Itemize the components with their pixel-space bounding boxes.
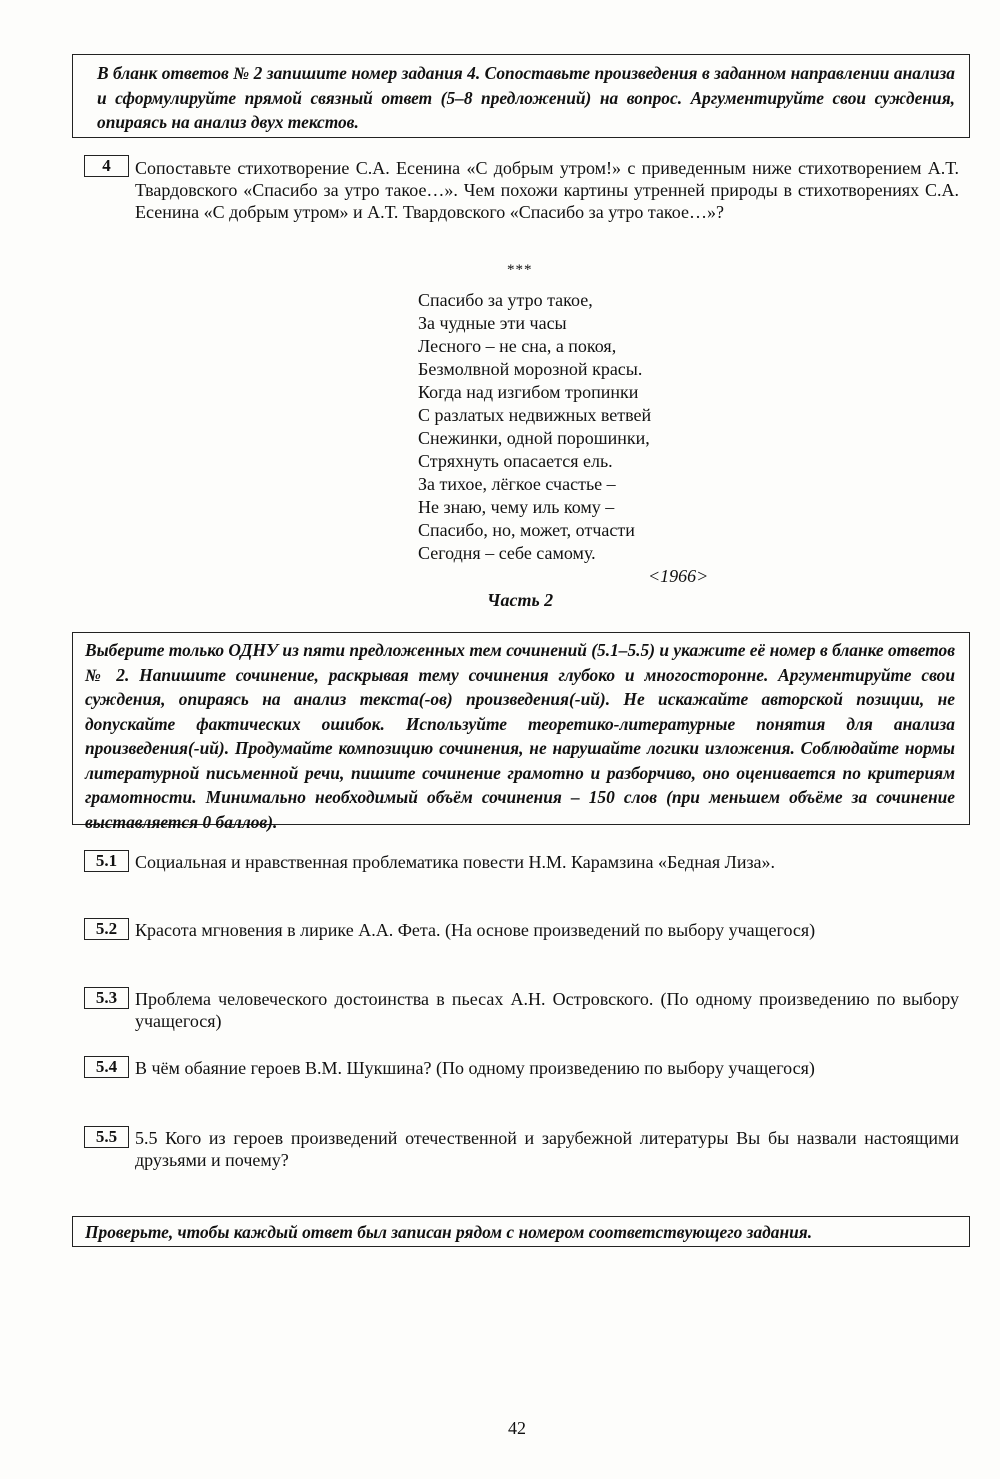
topic-5-4-text: В чём обаяние героев В.М. Шукшина? (По одному произведению по выбору учащегося) (135, 1058, 815, 1078)
poem-stars: *** (507, 262, 533, 278)
topic-number-5-1: 5.1 (84, 850, 129, 872)
part-2-title: Часть 2 (487, 590, 554, 610)
poem-line: Не знаю, чему иль кому – (418, 497, 615, 517)
poem-line: Спасибо, но, может, отчасти (418, 520, 635, 540)
task-4-text: Сопоставьте стихотворение С.А. Есенина «С добрым утром!» с приведенным ниже стихотворением А.Т. Твардовского «Спасибо за утро такое…». Чем похожи картины утренней природы в стихотворениях С.А. Есенина «С добрым утром» и А.Т. Твардовского «Спасибо за утро такое…»? (135, 158, 959, 222)
topic-number-5-3: 5.3 (84, 987, 129, 1009)
poem-line: За тихое, лёгкое счастье – (418, 474, 616, 494)
poem-line: Спасибо за утро такое, (418, 290, 593, 310)
poem-line: Лесного – не сна, а покоя, (418, 336, 617, 356)
topic-5-2-text: Красота мгновения в лирике А.А. Фета. (На основе произведений по выбору учащегося) (135, 920, 816, 940)
topic-5-3-text: Проблема человеческого достоинства в пьесах А.Н. Островского. (По одному произведению по выбору учащегося) (135, 989, 959, 1031)
instruction-box-bottom: Проверьте, чтобы каждый ответ был записан рядом с номером соответствующего задания. (72, 1216, 970, 1247)
poem-line: Стряхнуть опасается ель. (418, 451, 613, 471)
poem-line: С разлатых недвижных ветвей (418, 405, 652, 425)
poem-line: Когда над изгибом тропинки (418, 382, 639, 402)
topic-number-5-4: 5.4 (84, 1056, 129, 1078)
poem-line: Безмолвной морозной красы. (418, 359, 643, 379)
instruction-box-essay: Выберите только ОДНУ из пяти предложенных тем сочинений (5.1–5.5) и укажите её номер в бланке ответов № 2. Напишите сочинение, раскрывая тему сочинения глубоко и многосторонне. Аргументируйте свои суждения, опираясь на анализ текста(-ов) произведения(-ий). Не искажайте авторской позиции, не допускайте фактических ошибок. Используйте теоретико-литературные понятия для анализа произведения(-ий). Продумайте композицию сочинения, не нарушайте логики изложения. Соблюдайте нормы литературной письменной речи, пишите сочинение грамотно и разборчиво, оно оценивается по критериям грамотности. Минимально необходимый объём сочинения – 150 слов (при меньшем объёме за сочинение выставляется 0 баллов). (72, 632, 970, 825)
page-number: 42 (508, 1418, 526, 1438)
poem-line: За чудные эти часы (418, 313, 567, 333)
instruction-box-top: В бланк ответов № 2 запишите номер задания 4. Сопоставьте произведения в заданном направлении анализа и сформулируйте прямой связный ответ (5–8 предложений) на вопрос. Аргументируйте свои суждения, опираясь на анализ двух текстов. (72, 54, 970, 138)
topic-number-5-5: 5.5 (84, 1126, 129, 1148)
task-number-4: 4 (84, 155, 129, 177)
topic-5-5-text: 5.5 Кого из героев произведений отечественной и зарубежной литературы Вы бы назвали настоящими друзьями и почему? (135, 1128, 959, 1170)
topic-number-5-2: 5.2 (84, 918, 129, 940)
poem-date: <1966> (648, 566, 709, 586)
poem-line: Сегодня – себе самому. (418, 543, 596, 563)
topic-5-1-text: Социальная и нравственная проблематика повести Н.М. Карамзина «Бедная Лиза». (135, 852, 776, 872)
poem-line: Снежинки, одной порошинки, (418, 428, 650, 448)
